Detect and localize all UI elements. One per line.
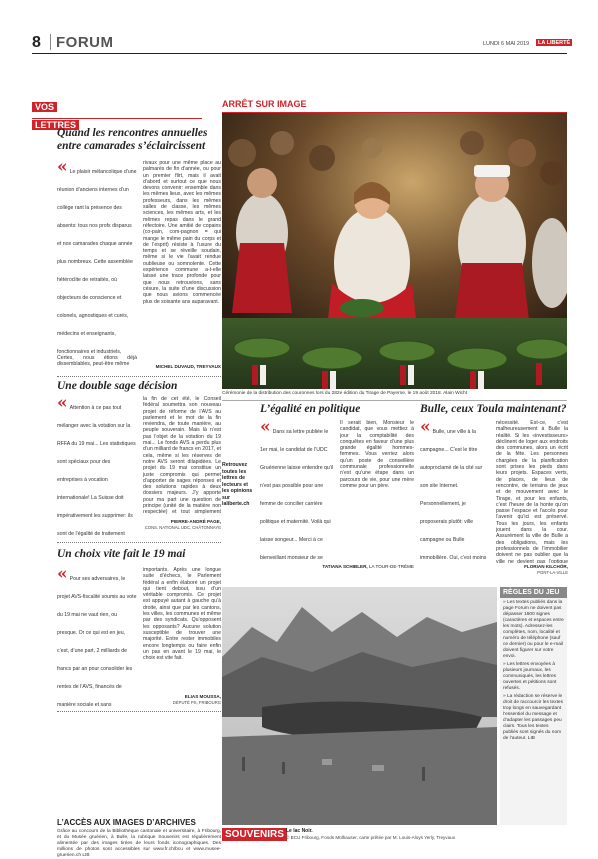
- article4-signature: [260, 564, 414, 569]
- brand-logo: LA LIBERTÉ: [538, 39, 571, 46]
- article2-col1-text: Attention à ce pas tout mélanger avec la votation sur la RFFA du 19 mai... Les statistiques sont spéciaux pour des entreprises à vocation internationale! La Suisse doit impérativement les supprimer: ils sont de l’égalité de traitement: [57, 405, 136, 537]
- article4-col1-text: Dans sa lettre publiée le 1er mai, le candidat de l’UDC Gruérienne laisse entendre qu’il n’est pas possible pour une femme de concilier carrière politique et maternité. Voilà qui laisse songeur... Merci à ce bienveillant monsieur de se: [260, 429, 334, 560]
- article2-col2: la fin de cet été, le Conseil fédéral soumettra son nouveau projet de réforme de l’AVS au parlement et le mot de la fin reviendra, de toute manière, au peuple souverain. Mais là n’est pas l’objet de la votation du 19 mai... Le fonds AVS a perdu plus d’un milliard de francs en 2017, et cela, même si les réserves de notre AVS seront dilapidées. Le projet du 19 mai constitue un juste compromis qui permet d’apporter de sages réponses et des solutions rapides à deux dossiers majeurs. J’y apporte pour ma part une question de principe (unité de la matière non respectée) et tout simplement: [143, 396, 221, 516]
- quote-mark-icon: «: [57, 567, 68, 584]
- page-header: [0, 0, 598, 52]
- article1-signature: MICHEL DUVAUD, TREYVAUX: [155, 364, 221, 369]
- article4-signature-place: LA TOUR-DE-TRÊME: [368, 564, 414, 569]
- article1-title: Quand les rencontres annuelles entre camarades s’éclaircissent: [57, 127, 208, 152]
- souvenirs-label: SOUVENIRS: [222, 828, 287, 841]
- header-divider: [50, 34, 51, 50]
- article2-col1: [57, 396, 137, 538]
- arret-caption: Cérémonie de la distribution des couronnes lors du 282e édition du Tirage de Payerne, le 19 août 2018. Alain Wicht: [222, 391, 468, 396]
- article4-title: L’égalité en politique: [260, 403, 361, 415]
- article3-title: Un choix vite fait le 19 mai: [57, 548, 186, 560]
- article5-signature: FLORIAN KILCHÖR,: [524, 564, 568, 569]
- article4-signature-name: TATIANA SCHIBLER,: [322, 564, 368, 569]
- quote-mark-icon: «: [57, 396, 68, 413]
- page-number: 8: [32, 34, 41, 51]
- arret-photo: [222, 113, 567, 389]
- lake-photo: [222, 587, 497, 825]
- article2-signature: PIERRE-ANDRÉ PAGE,: [170, 519, 221, 524]
- arret-bottom-rule: [222, 400, 567, 401]
- regles-item-3: » La rédaction se réserve le droit de raccourcir les textes trop longs en sauvegardant l’essentiel du message et d’adapter les passages peu clairs. Tous les textes publiés sont signés du nom de l’auteur. LIB: [503, 694, 563, 741]
- arret-label: ARRÊT SUR IMAGE: [222, 99, 307, 109]
- quote-mark-icon: «: [57, 160, 68, 177]
- header-date: LUNDI 6 MAI 2019: [483, 41, 530, 47]
- article4-col2: Il serait bien, Monsieur le candidat, que vous mettiez à jour la comptabilité des conquêtes en faveur d’une plus grande égalité hommes-femmes. Vous verriez alors qu’un poste de conseillère communale professionnelle n’est qu’une étape dans un parcours de vie, pour une mère comme pour un père.: [340, 420, 414, 489]
- header-rule: [32, 53, 567, 54]
- quote-mark-icon: «: [420, 420, 431, 437]
- article1-col1: [57, 160, 137, 358]
- archives-title: L’ACCÈS AUX IMAGES D’ARCHIVES: [57, 818, 196, 827]
- article3-col1: [57, 567, 137, 707]
- regles-item-1: » Les textes publiés dans la page Forum ne doivent pas dépasser 1600 signes (caractères et espaces entre les mots). Adressez-les complètes, nom, localité et numéro de téléphone (sauf ce dernier) ou pour le e-mail doivent figurer sur votre envoi.: [503, 600, 564, 659]
- article1-col2: rivaux pour une même place au palmarès de fin d’année, ou pour un premier flirt, mais il avait d’abord et surtout ce que nous devons convenir: ensemble dans les mêmes lieux, avec les mêmes professeurs, dans les mêmes salles de classe, les mêmes sciences, les mêmes arts, et les mêmes repas dans le grand réfectoire. Une amitié de copains (co-pain, com-pagnon = qui mange le même pain du corps et de l’esprit) résiste à l’usure du temps et se réveille soudain, même si le vie l’avait rendue oublieuse ou somnolente. Cette expérience commune a-t-elle laissé une trace profonde pour que nous retrouvions, sans césure, la suite d’une discussion que nous avions commencée plus de soixante ans auparavant.: [143, 160, 221, 305]
- article4-col1: [260, 420, 336, 560]
- article3-col1-text: Pour ses adversaires, le projet AVS-fiscalité soumis au vote du 19 mai ne vaut rien, ou presque. Or ce qui est en jeu, c’est, d’une part, 2 milliards de francs par an pour consolider les rentes de l’AVS, financés de manière sociale et sans: [57, 576, 137, 707]
- article3-signature-place: DÉPUTÉ PS, FRIBOURG: [172, 700, 221, 705]
- article5-col1-text: Bulle, une ville à la campagne... C’est le titre autoproclamé de la cité sur son site Internet. Personnellement, je proposerais plutôt: ville campagne ou Bulle immobilière. Oui, c’est moins: [420, 429, 487, 561]
- article1-rule: [57, 376, 221, 377]
- sidebar-note: Retrouvez toutes les lettres de lecteurs et les opinions sur laliberte.ch: [222, 462, 253, 507]
- vos-lettres-rule: [32, 118, 202, 119]
- article3-rule: [57, 711, 221, 712]
- ceremony-photo: [222, 113, 567, 389]
- article1-col1-end: Certes, nous étions déjà dissemblables, peut-être même: [57, 355, 137, 368]
- article5-signature-place: PONT-LA-VILLE: [537, 570, 568, 575]
- article1-col1-text: Le plaisir mélancolique d’une réunion d’anciens internes d’un collège rant la présence des absents: tous nos profs disparus et nos camarades chaque année plus nombreux. Cette assemblée hétéroclite de retraités, où objecteurs de conscience et colonels, agnostiques et curés, médecins et enseignants, fonctionnaires et industriels,: [57, 169, 137, 355]
- article2-title: Une double sage décision: [57, 380, 178, 392]
- regles-box: [500, 587, 567, 825]
- souvenirs-photo: [222, 587, 497, 825]
- section-title: FORUM: [56, 34, 114, 51]
- regles-item-2: » Les lettres envoyées à plusieurs journaux, les communiqués, les lettres ouvertes et pétitions sont refusés.: [503, 662, 557, 691]
- souvenirs-caption: © BCU Fribourg, Fonds Mülhauser, carte prêtée par M. Louis-Aloys Yerly, Treyvaux: [286, 835, 456, 840]
- regles-title: RÈGLES DU JEU: [500, 587, 567, 598]
- article3-col2: importants. Après une longue suite d’échecs, le Parlement fédéral a enfin élaboré un projet qui tient debout, issu d’un véritable compromis. Ce projet est appuyé autant à gauche qu’à droite, ainsi que par les cantons, les villes, les communes et même par des syndicats. Qu’opposent les opposants? Aucune solution susceptible de trouver une majorité. Entre rester immobiles encore longtemps ou faire enfin un pas en avant le 19 mai, le choix est vite fait.: [143, 567, 221, 662]
- vos-lettres-line2: LETTRES: [32, 120, 79, 130]
- article5-title: Bulle, ceux Toula maintenant?: [420, 403, 567, 415]
- article2-rule: [57, 542, 221, 543]
- souvenirs-caption-title: Le lac Noir.: [286, 828, 313, 834]
- quote-mark-icon: «: [260, 420, 271, 437]
- article2-signature-place: CONS. NATIONAL UDC, CHÂTONNAYE: [144, 525, 221, 530]
- article5-col1: [420, 420, 492, 570]
- article5-col2: nécessité. Est-ce, c’est malheureusement à Bulle la réalité. Si les «investisseurs» déclinent de loger aux endroits des communes, alors un écrit de la fête. Les personnes chargées de la planification sont prises les pieds dans leurs projets. Espaces verts, de places, de lieux de rencontre, de terrains de jeux et de mouvement avec le Tirage, et pour les enfants, c’est l’heure de la honte qu’on passe l’espace et l’accès pour l’avenir qu’ici est préservé. Tous les jours, les enfants jouent dans la cour. Assurément la ville de Bulle a des obligations, mais les professionnels de l’immobilier doivent ne pas oublier que la ville ne devient pas l’optique: [496, 420, 568, 563]
- vos-lettres-line1: VOS: [32, 102, 57, 112]
- article3-signature: ELIAS MOUSSA,: [184, 694, 221, 699]
- archives-text: Grâce au concours de la Bibliothèque cantonale et universitaire, à Fribourg, et du Musée gruérien, à Bulle, la rubrique Souvenirs est régulièrement alimentée par des images tirées de leurs fonds iconographiques. Des millions de photos sont accessibles sur www.fr.ch/bcu et www.musee-gruerien.ch LIB: [57, 829, 221, 858]
